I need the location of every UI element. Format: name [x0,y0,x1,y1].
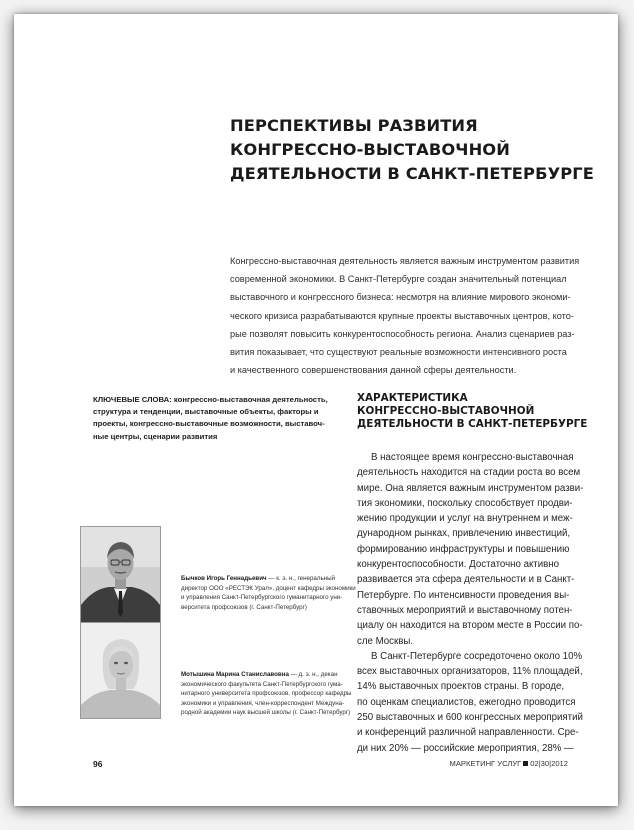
abstract-line: ческого кризиса разрабатываются крупные проекты выставочных центров, кото- [230,310,574,321]
abstract-line: и качественного совершенствования данной сферы деятельности. [230,365,517,376]
body-line: тия экономики, поскольку способствует продви- [357,497,573,509]
magazine-page [14,14,618,806]
author-photo-motyshina [80,622,161,719]
author-bio-line [181,574,341,584]
keywords-line: КЛЮЧЕВЫЕ СЛОВА: конгрессно-выставочная деятельность, [93,395,328,404]
abstract-line: рые позволят повысить конкурентоспособность региона. Анализ сценариев раз- [230,328,575,339]
author-bio-text: — д. э. н., декан [288,671,338,678]
body-line: конкурентоспособности. Достаточно активно [357,559,560,571]
author-bio-line: нитарного университета профсоюзов, профессор кафедры [181,690,352,698]
body-line: циалу он находится на втором месте в России по- [357,620,583,632]
body-line: ди них 20% — российские мероприятия, 28% — [357,742,574,754]
keywords-line: проекты, конгрессно-выставочные возможности, выставоч- [93,419,325,429]
body-line: развивается эта сфера деятельности и в Санкт- [357,574,575,586]
body-line: сле Москвы. [357,635,414,647]
author-bio-line: директор ООО «РЕСТЭК Урал», доцент кафедры экономики [181,584,356,592]
article-title-line: ПЕРСПЕКТИВЫ РАЗВИТИЯ [230,116,478,135]
author-name: Мотышина Марина Станиславовна [181,671,289,678]
keywords-line: ные центры, сценарии развития [93,431,218,441]
section-heading [357,392,597,431]
body-line: ставочных мероприятий и выставочному потен- [357,604,573,616]
journal-footer [450,759,568,768]
portrait-man-image [81,527,160,622]
journal-issue: 02|30|2012 [530,759,568,768]
author-bio-text: — к. э. н., генеральный [266,575,335,582]
abstract-line: современной экономики. В Санкт-Петербурге создан значительный потенциал [230,274,567,285]
abstract-line: вития показывает, что существуют реальные возможности интенсивного роста [230,347,567,358]
author-name: Бычков Игорь Геннадьевич [181,575,267,582]
portrait-woman-image [81,623,160,718]
author-bio-motyshina [181,670,352,718]
body-line: дународном рынках, привлечению инвестиций, [357,528,571,540]
author-bio-bychkov [181,574,356,612]
body-line: жению продукции и услуг на внутреннем и меж- [357,513,573,525]
journal-name: МАРКЕТИНГ УСЛУГ [449,759,522,768]
body-line: Петербурге. По интенсивности проведения вы- [357,589,570,601]
abstract-line: выставочного и конгрессного бизнеса: несмотря на влияние мирового экономи- [230,292,571,303]
section-heading-line: ДЕЯТЕЛЬНОСТИ В САНКТ-ПЕТЕРБУРГЕ [357,418,588,430]
section-heading-line: ХАРАКТЕРИСТИКА [357,392,468,404]
author-bio-line: экономики и управления, член-корреспондент Междуна- [181,699,345,707]
body-text [357,450,602,756]
author-photo-bychkov [80,526,161,623]
body-line: В Санкт-Петербурге сосредоточено около 10% [371,650,583,662]
body-line: деятельность находится на стадии роста во всем [357,467,581,479]
author-bio-line: родной академии наук высшей школы (г. Санкт-Петербург) [181,709,351,717]
body-line: и конференций различной направленности. Сре- [357,727,579,739]
article-title-line: ДЕЯТЕЛЬНОСТИ В САНКТ-ПЕТЕРБУРГЕ [230,164,594,183]
keywords-block [93,394,333,443]
body-line: мире. Она является важным инструментом разви- [357,482,584,494]
article-title [230,114,594,186]
article-title-line: КОНГРЕССНО-ВЫСТАВОЧНОЙ [230,140,510,159]
body-line: по оценкам специалистов, ежегодно проводится [357,696,576,708]
body-line: В настоящее время конгрессно-выставочная [371,452,574,463]
body-line: всех выставочных организаторов, 11% площадей, [357,666,583,678]
author-bio-line: экономического факультета Санкт-Петербургского гума- [181,680,343,688]
author-bio-line: и управления Санкт-Петербургского гуманитарного уни- [181,594,343,602]
section-heading-line: КОНГРЕССНО-ВЫСТАВОЧНОЙ [357,405,535,417]
keywords-line: структура и тенденции, выставочные объекты, факторы и [93,407,319,417]
body-line: 250 выставочных и 600 конгрессных мероприятий [357,712,583,724]
article-abstract [230,252,592,379]
body-line: формированию инфраструктуры и повышению [357,543,570,555]
body-line: 14% выставочных проектов страны. В городе, [357,681,565,693]
page-number: 96 [93,759,103,769]
abstract-line: Конгрессно-выставочная деятельность является важным инструментом развития [230,256,580,266]
author-bio-line: верситета профсоюзов (г. Санкт-Петербург) [181,603,307,611]
square-bullet-icon [523,761,528,766]
author-bio-line [181,670,341,680]
